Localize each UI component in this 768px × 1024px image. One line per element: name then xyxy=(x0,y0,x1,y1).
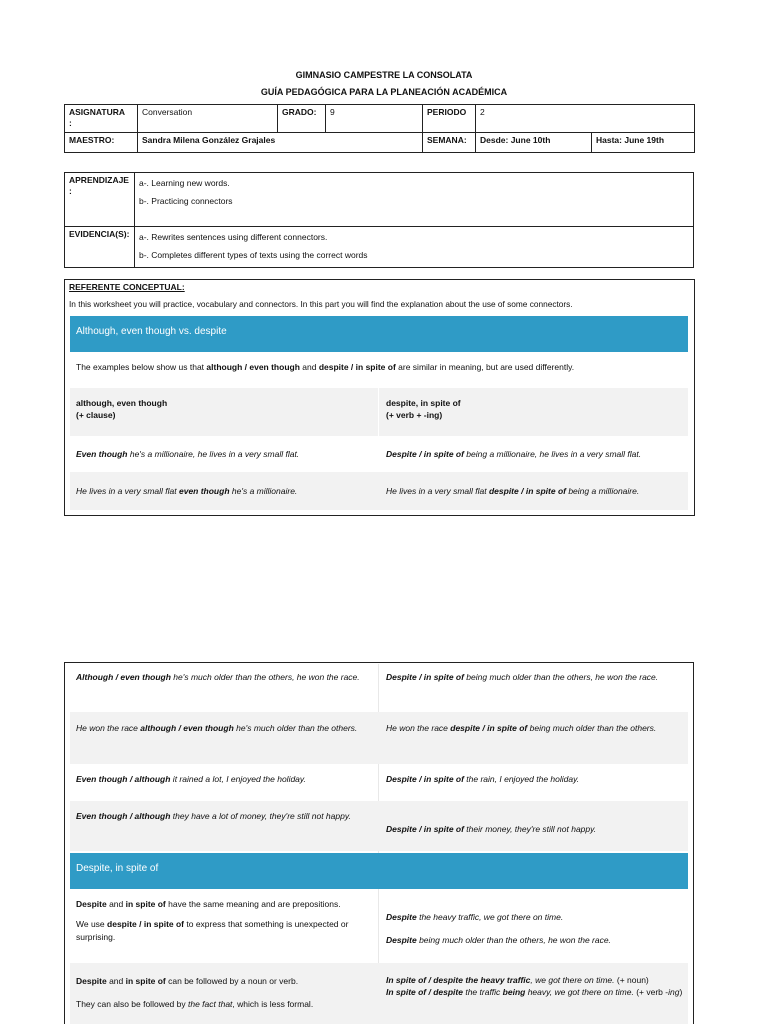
row-d-right: Despite / in spite of their money, they're still not happy. xyxy=(386,824,597,834)
grado-value: 9 xyxy=(326,105,423,133)
aprendizaje-value: a-. Learning new words. b-. Practicing connectors xyxy=(135,173,694,227)
row-a-left: Although / even though he's much older than the others, he won the race. xyxy=(76,672,360,682)
row-c-left: Even though / although it rained a lot, I enjoyed the holiday. xyxy=(76,774,306,784)
example-row1-left: Even though he's a millionaire, he lives in a very small flat. xyxy=(76,449,300,459)
page2-top-border xyxy=(64,662,694,663)
guide-title: GUÍA PEDAGÓGICA PARA LA PLANEACIÓN ACADÉMICA xyxy=(260,87,508,97)
col-right-header: despite, in spite of (+ verb + -ing) xyxy=(386,398,461,420)
row-f-left: Despite and in spite of can be followed by a noun or verb. They can also be followed by the fact that, which is less formal. xyxy=(76,976,314,1009)
row-d-left: Even though / although they have a lot of money, they're still not happy. xyxy=(76,811,351,821)
row-e-right: Despite the heavy traffic, we got there on time. Despite being much older than the others, he won the race. xyxy=(386,912,611,945)
asignatura-label: ASIGNATURA : xyxy=(65,105,138,133)
referente-title: REFERENTE CONCEPTUAL: xyxy=(69,282,185,292)
maestro-value: Sandra Milena González Grajales xyxy=(138,133,423,153)
referente-intro: In this worksheet you will practice, vocabulary and connectors. In this part you will find the explanation about the use of some connectors. xyxy=(69,299,573,309)
learning-table xyxy=(64,172,694,268)
page2-left-border xyxy=(64,662,65,1024)
school-name: GIMNASIO CAMPESTRE LA CONSOLATA xyxy=(295,70,473,80)
row-a-right: Despite / in spite of being much older than the others, he won the race. xyxy=(386,672,659,682)
section-header-although: Although, even though vs. despite xyxy=(70,316,688,352)
row-f-right: In spite of / despite the heavy traffic, we got there on time. (+ noun) In spite of / despite the traffic being heavy, we got there on time. (+ verb -ing) xyxy=(386,975,683,997)
row-b-right: He won the race despite / in spite of being much older than the others. xyxy=(386,723,657,733)
examples-intro: The examples below show us that although / even though and despite / in spite of are similar in meaning, but are used differently. xyxy=(76,362,575,372)
maestro-label: MAESTRO: xyxy=(65,133,138,153)
row-e-left: Despite and in spite of have the same meaning and are prepositions. We use despite / in spite of to express that something is unexpected or surprising. xyxy=(76,899,349,942)
row-c-right: Despite / in spite of the rain, I enjoyed the holiday. xyxy=(386,774,580,784)
example-row1-right: Despite / in spite of being a millionaire, he lives in a very small flat. xyxy=(386,449,642,459)
page2-right-border xyxy=(693,662,694,1024)
info-table xyxy=(64,104,695,153)
evidencia-value: a-. Rewrites sentences using different connectors. b-. Completes different types of texts using the correct words xyxy=(135,227,694,268)
row-b-left: He won the race although / even though he's much older than the others. xyxy=(76,723,358,733)
example-row2-right: He lives in a very small flat despite / in spite of being a millionaire. xyxy=(386,486,640,496)
periodo-value: 2 xyxy=(476,105,695,133)
section-header-despite: Despite, in spite of xyxy=(70,853,688,889)
evidencia-label: EVIDENCIA(S): xyxy=(65,227,135,268)
asignatura-value: Conversation xyxy=(138,105,278,133)
example-row2-left: He lives in a very small flat even though he's a millionaire. xyxy=(76,486,298,496)
periodo-label: PERIODO xyxy=(423,105,476,133)
grey-row-b xyxy=(70,712,688,764)
semana-label: SEMANA: xyxy=(423,133,476,153)
hasta-value: Hasta: June 19th xyxy=(592,133,695,153)
aprendizaje-label: APRENDIZAJE : xyxy=(65,173,135,227)
col-left-header: although, even though (+ clause) xyxy=(76,398,168,420)
desde-value: Desde: June 10th xyxy=(476,133,592,153)
grado-label: GRADO: xyxy=(278,105,326,133)
